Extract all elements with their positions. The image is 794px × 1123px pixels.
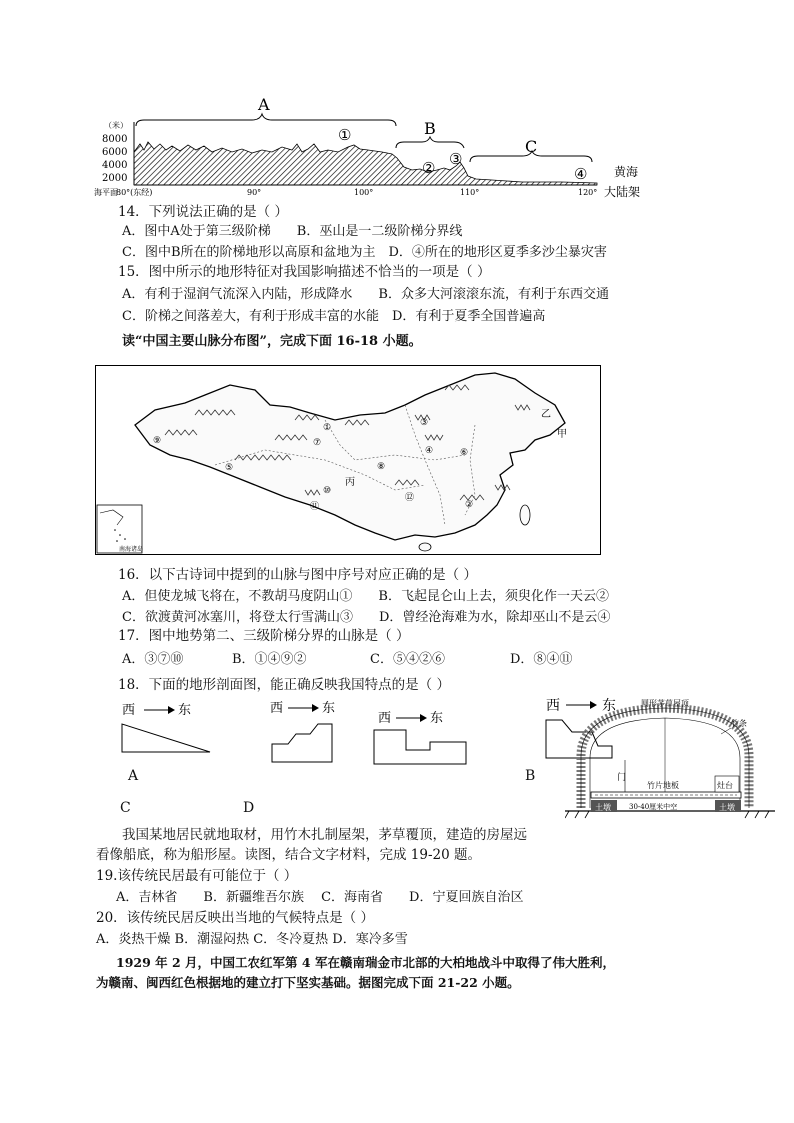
profile-letter-c: C: [120, 800, 131, 816]
x-tick-90: 90°: [247, 188, 262, 197]
circled-label-4: ④: [574, 165, 588, 183]
map-intro: 读“中国主要山脉分布图”，完成下面 16-18 小题。: [122, 334, 422, 349]
place-label-bing: 丙: [345, 477, 355, 488]
y-tick-2000: 2000: [102, 173, 128, 184]
q16-option-ab: A．但使龙城飞将在，不教胡马度阴山① B．飞起昆仑山上去，须臾化作一天云②: [122, 589, 609, 604]
profile-c: [368, 708, 478, 768]
yellow-sea-label: 黄海: [614, 165, 639, 179]
region-label-b: B: [424, 119, 436, 138]
brace-b: [396, 137, 464, 148]
inset-label: 南海诸岛: [119, 546, 144, 553]
q17-option-c: C．⑤④②⑥: [370, 652, 445, 667]
intro-21-22-line2: 为赣南、闽西红色根据地的建立打下坚实基础。据图完成下面 21-22 小题。: [96, 975, 520, 990]
map-label-2: ②: [465, 500, 474, 510]
q15-option-ab: A．有利于湿润气流深入内陆，形成降水 B．众多大河滚滚东流，有利于东西交通: [122, 287, 609, 302]
map-label-5: ⑤: [225, 463, 234, 473]
profile-b-west: 西: [270, 701, 284, 716]
profile-c-west: 西: [378, 711, 392, 726]
map-label-6: ⑥: [460, 448, 469, 458]
q20-options: A．炎热干燥 B．潮湿闷热 C．冬冷夏热 D．寒冷多雪: [96, 932, 408, 947]
circled-label-3: ③: [449, 150, 463, 168]
y-tick-8000: 8000: [102, 134, 128, 145]
intro-19-20-line1: 我国某地居民就地取材，用竹木扎制屋架，茅草覆顶，建造的房屋远: [122, 827, 527, 843]
y-tick-4000: 4000: [102, 160, 128, 171]
profile-c-east: 东: [430, 711, 444, 726]
q17-stem: 17．图中地势第二、三级阶梯分界的山脉是（ ）: [118, 628, 410, 644]
roof-label: 圆形茅草屋顶: [641, 699, 689, 708]
continental-shelf-label: 大陆架: [604, 185, 641, 199]
q14-stem: 14．下列说法正确的是（ ）: [118, 204, 288, 220]
profile-a-west: 西: [122, 703, 136, 718]
profile-a-east: 东: [178, 703, 192, 718]
q19-stem: 19.该传统民居最有可能位于（ ）: [96, 868, 298, 884]
sea-level-label: 海平面: [94, 188, 118, 197]
map-label-8: ⑧: [377, 462, 386, 472]
q16-stem: 16．以下古诗词中提到的山脉与图中序号对应正确的是（ ）: [118, 567, 477, 583]
q15-stem: 15．图中所示的地形特征对我国影响描述不恰当的一项是（ ）: [118, 264, 491, 280]
profile-b: [266, 698, 356, 768]
map-label-12: ⑫: [405, 493, 415, 503]
circled-label-2: ②: [422, 159, 436, 177]
profile-a: [118, 700, 218, 756]
map-label-4: ④: [425, 446, 434, 456]
map-label-3: ③: [420, 418, 429, 428]
profile-d-west: 西: [546, 698, 560, 714]
q19-options: A．吉林省 B．新疆维吾尔族 C．海南省 D．宁夏回族自治区: [116, 890, 524, 905]
map-label-1: ①: [323, 423, 332, 433]
q14-option-cd: C．图中B所在的阶梯地形以高原和盆地为主 D．④所在的地形区夏季多沙尘暴灾害: [122, 245, 607, 260]
place-label-yi: 乙: [541, 409, 551, 420]
profile-letter-b: B: [525, 768, 536, 784]
q16-option-cd: C．欲渡黄河冰塞川，将登太行雪满山③ D．曾经沧海难为水，除却巫山不是云④: [122, 610, 611, 625]
stove-label: 灶台: [717, 781, 733, 790]
brace-a: [136, 114, 396, 126]
intro-21-22-line1: 1929 年 2 月，中国工农红军第 4 军在赣南瑞金市北部的大柏地战斗中取得了伟大胜利，: [116, 955, 615, 970]
q17-option-a: A．③⑦⑩: [122, 652, 184, 667]
bamboo-label: 竹条: [731, 719, 747, 728]
x-tick-120: 120°: [578, 188, 598, 197]
floor-label: 竹片地板: [647, 781, 679, 790]
q14-option-ab: A．图中A处于第三级阶梯 B．巫山是一二级阶梯分界线: [122, 224, 463, 239]
x-tick-100: 100°: [354, 188, 374, 197]
q15-option-cd: C．阶梯之间落差大，有利于形成丰富的水能 D．有利于夏季全国普遍高: [122, 309, 546, 324]
hollow-label: 30-40厘米中空: [629, 803, 678, 811]
boat-house-figure: [565, 696, 775, 826]
intro-19-20-line2: 看像船底，称为船形屋。读图，结合文字材料，完成 19-20 题。: [96, 847, 481, 863]
q18-stem: 18．下面的地形剖面图，能正确反映我国特点的是（ ）: [118, 677, 450, 693]
region-label-a: A: [258, 95, 270, 114]
y-tick-6000: 6000: [102, 147, 128, 158]
circled-label-1: ①: [338, 126, 352, 144]
profile-b-east: 东: [322, 701, 336, 716]
map-label-11: ⑪: [310, 502, 320, 512]
pier-left-label: 土墩: [595, 803, 611, 812]
profile-d-east: 东: [602, 698, 616, 714]
q20-stem: 20．该传统民居反映出当地的气候特点是（ ）: [96, 910, 374, 926]
place-label-jia: 甲: [557, 429, 567, 440]
x-tick-80: 80°(东经): [116, 188, 153, 197]
x-tick-110: 110°: [460, 188, 480, 197]
profile-letter-a: A: [128, 768, 139, 784]
profile-letter-d: D: [243, 800, 255, 816]
pier-right-label: 土墩: [719, 803, 735, 812]
map-label-7: ⑦: [313, 438, 322, 448]
y-unit-label: （米）: [104, 121, 128, 130]
door-label: 门: [617, 773, 627, 783]
map-label-9: ⑨: [153, 436, 162, 446]
q17-option-b: B．①④⑨②: [232, 652, 307, 667]
q17-option-d: D．⑧④⑪: [510, 652, 573, 667]
china-mountains-map: [95, 365, 601, 555]
map-label-10: ⑩: [323, 486, 332, 496]
region-label-c: C: [525, 137, 538, 156]
terrain-profile-figure: [92, 92, 652, 202]
